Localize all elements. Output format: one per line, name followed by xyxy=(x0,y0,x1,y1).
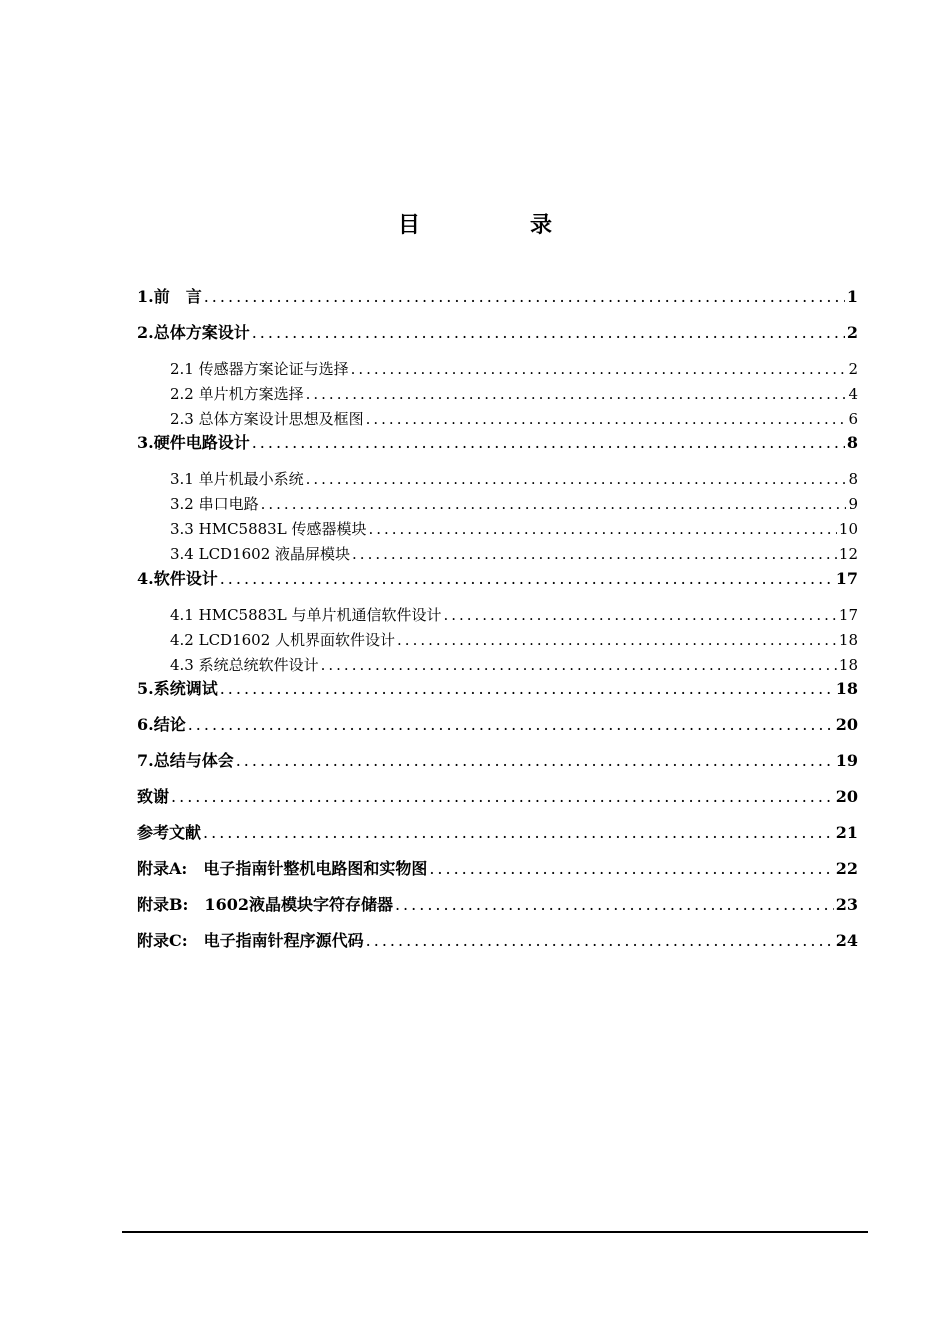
toc-leader-dots xyxy=(368,518,836,540)
toc-entry-title: 7.总结与体会 xyxy=(137,751,234,770)
toc-entry-page: 9 xyxy=(848,495,858,513)
toc-entry-page: 22 xyxy=(835,859,858,878)
toc-entry-page: 18 xyxy=(838,656,858,674)
toc-entry-title: 2.总体方案设计 xyxy=(137,323,250,342)
toc-entry[interactable] xyxy=(137,322,858,344)
toc-leader-dots xyxy=(306,383,847,405)
toc-entry-page: 10 xyxy=(838,520,858,538)
toc-entry[interactable] xyxy=(170,604,858,626)
toc-leader-dots xyxy=(395,894,834,916)
toc-leader-dots xyxy=(366,408,847,430)
toc-entry[interactable] xyxy=(170,543,858,565)
toc-entry-title: 附录A: 电子指南针整机电路图和实物图 xyxy=(137,859,428,878)
toc-entry-title: 3.1 单片机最小系统 xyxy=(170,470,304,488)
toc-entry-title: 附录C: 电子指南针程序源代码 xyxy=(137,931,364,950)
toc-entry-title: 4.2 LCD1602 人机界面软件设计 xyxy=(170,631,396,649)
toc-entry-page: 23 xyxy=(835,895,858,914)
toc-entry[interactable] xyxy=(137,786,858,808)
toc-leader-dots xyxy=(204,286,845,308)
toc-entry[interactable] xyxy=(170,358,858,380)
toc-leader-dots xyxy=(366,930,834,952)
toc-leader-dots xyxy=(188,714,834,736)
page-title: 目 录 xyxy=(397,212,596,238)
toc-leader-dots xyxy=(443,604,836,626)
toc-entry-page: 2 xyxy=(848,360,858,378)
toc-entry[interactable] xyxy=(137,678,858,700)
toc-entry-page: 1 xyxy=(846,287,858,306)
toc-entry-title: 1.前 言 xyxy=(137,287,202,306)
toc-entry[interactable] xyxy=(170,629,858,651)
toc-entry-page: 8 xyxy=(848,470,858,488)
toc-entry[interactable] xyxy=(137,930,858,952)
toc-entry[interactable] xyxy=(137,858,858,880)
toc-entry-page: 24 xyxy=(835,931,858,950)
toc-leader-dots xyxy=(261,493,847,515)
toc-entry-title: 3.4 LCD1602 液晶屏模块 xyxy=(170,545,351,563)
toc-entry-title: 2.3 总体方案设计思想及框图 xyxy=(170,410,364,428)
toc-entry-title: 3.3 HMC5883L 传感器模块 xyxy=(170,520,367,538)
toc-entry-page: 12 xyxy=(838,545,858,563)
toc-entry-page: 18 xyxy=(838,631,858,649)
toc-entry[interactable] xyxy=(137,286,858,308)
toc-leader-dots xyxy=(220,568,834,590)
footer-rule xyxy=(122,1231,868,1233)
toc-entry-title: 3.2 串口电路 xyxy=(170,495,259,513)
toc-leader-dots xyxy=(252,322,845,344)
toc-leader-dots xyxy=(306,468,847,490)
toc-entry-title: 2.2 单片机方案选择 xyxy=(170,385,304,403)
toc-leader-dots xyxy=(351,358,847,380)
toc-entry[interactable] xyxy=(170,654,858,676)
toc-entry-title: 3.硬件电路设计 xyxy=(137,433,250,452)
toc-entry-title: 致谢 xyxy=(137,787,170,806)
toc-leader-dots xyxy=(171,786,834,808)
toc-leader-dots xyxy=(429,858,833,880)
toc-entry-page: 20 xyxy=(835,787,858,806)
toc-leader-dots xyxy=(236,750,834,772)
toc-entry[interactable] xyxy=(170,383,858,405)
toc-entry[interactable] xyxy=(137,822,858,844)
toc-entry-title: 4.3 系统总统软件设计 xyxy=(170,656,319,674)
toc-entry[interactable] xyxy=(170,518,858,540)
toc-entry-page: 6 xyxy=(848,410,858,428)
toc-entry-page: 18 xyxy=(835,679,858,698)
toc-leader-dots xyxy=(321,654,837,676)
toc-leader-dots xyxy=(397,629,837,651)
toc-entry-page: 20 xyxy=(835,715,858,734)
toc-entry[interactable] xyxy=(137,894,858,916)
toc-entry-title: 4.1 HMC5883L 与单片机通信软件设计 xyxy=(170,606,442,624)
toc-entry-page: 17 xyxy=(835,569,858,588)
toc-entry[interactable] xyxy=(137,568,858,590)
toc-entry-page: 19 xyxy=(835,751,858,770)
toc-entry-page: 21 xyxy=(835,823,858,842)
toc-entry-title: 6.结论 xyxy=(137,715,186,734)
toc-entry-page: 2 xyxy=(846,323,858,342)
toc-entry[interactable] xyxy=(170,408,858,430)
toc-entry-page: 8 xyxy=(846,433,858,452)
toc-entry[interactable] xyxy=(170,493,858,515)
toc-entry-title: 参考文献 xyxy=(137,823,202,842)
toc-leader-dots xyxy=(252,432,845,454)
toc-leader-dots xyxy=(220,678,834,700)
toc-leader-dots xyxy=(352,543,837,565)
toc-entry[interactable] xyxy=(137,750,858,772)
toc-entry[interactable] xyxy=(137,714,858,736)
toc-entry-title: 附录B: 1602液晶模块字符存储器 xyxy=(137,895,393,914)
toc-entry[interactable] xyxy=(170,468,858,490)
toc-leader-dots xyxy=(203,822,834,844)
toc-entry-title: 2.1 传感器方案论证与选择 xyxy=(170,360,349,378)
toc-entry-page: 17 xyxy=(838,606,858,624)
toc-entry[interactable] xyxy=(137,432,858,454)
toc-entry-page: 4 xyxy=(848,385,858,403)
toc-entry-title: 5.系统调试 xyxy=(137,679,218,698)
toc-entry-title: 4.软件设计 xyxy=(137,569,218,588)
